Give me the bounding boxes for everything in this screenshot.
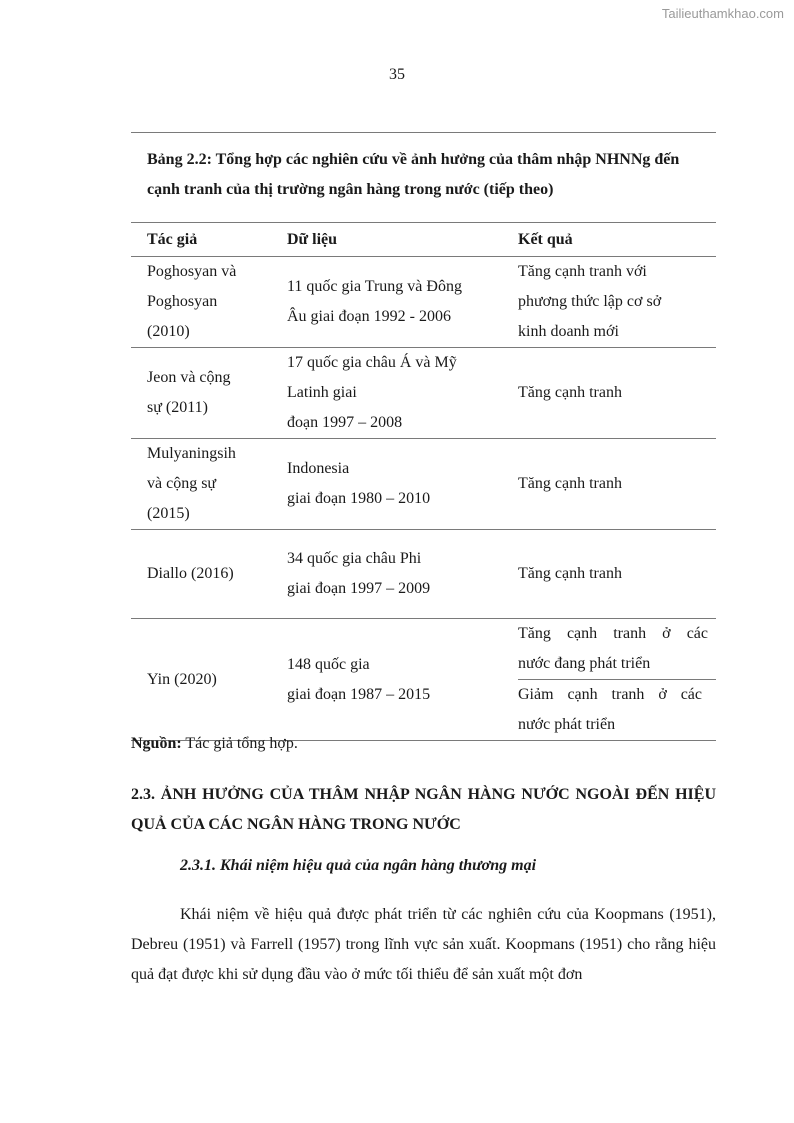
cell-line: phương thức lập cơ sở <box>518 293 662 310</box>
cell-data <box>271 619 502 741</box>
table-source <box>131 735 298 753</box>
cell-line: Poghosyan và <box>147 263 237 280</box>
cell-line: nước phát triển <box>518 716 616 733</box>
cell-line: Jeon và cộng <box>147 369 231 386</box>
result-developing <box>518 619 716 680</box>
cell-line: Giảm cạnh tranh ở các <box>518 686 702 703</box>
cell-author <box>131 439 271 530</box>
table-row <box>131 619 716 741</box>
table-row <box>131 348 716 439</box>
cell-line: Tăng cạnh tranh với <box>518 263 647 280</box>
cell-line: (2010) <box>147 323 190 340</box>
source-label: Nguồn: <box>131 735 182 752</box>
table-header-row <box>131 223 716 257</box>
cell-line: Yin (2020) <box>147 670 217 688</box>
cell-line: sự (2011) <box>147 399 208 416</box>
cell-line: 11 quốc gia Trung và Đông <box>287 278 462 295</box>
cell-author <box>131 530 271 619</box>
cell-data <box>271 530 502 619</box>
table-row <box>131 530 716 619</box>
table-caption <box>131 132 716 205</box>
cell-line: (2015) <box>147 505 190 522</box>
table-caption-label: Bảng 2.2: <box>147 151 212 168</box>
result-developed <box>518 680 702 740</box>
subsection-heading: 2.3.1. Khái niệm hiệu quả của ngân hàng thương mại <box>180 857 537 874</box>
cell-line: Poghosyan <box>147 293 218 310</box>
cell-line: và cộng sự <box>147 475 217 492</box>
cell-line: giai đoạn 1987 – 2015 <box>287 685 431 703</box>
cell-line: giai đoạn 1997 – 2009 <box>287 580 431 597</box>
cell-line: Mulyaningsih <box>147 445 236 462</box>
cell-result <box>502 348 716 439</box>
cell-line: Tăng cạnh tranh ở các <box>518 625 708 642</box>
cell-data <box>271 257 502 348</box>
cell-data <box>271 348 502 439</box>
cell-line: Tăng cạnh tranh <box>518 475 622 492</box>
cell-line: Tăng cạnh tranh <box>518 565 622 582</box>
cell-result <box>502 530 716 619</box>
review-table <box>131 222 716 741</box>
table-row <box>131 257 716 348</box>
cell-line: nước đang phát triển <box>518 655 651 672</box>
cell-line: 17 quốc gia châu Á và Mỹ <box>287 354 457 371</box>
table-caption-text: Tổng hợp các nghiên cứu về ảnh hưởng của thâm nhập NHNNg đến cạnh tranh của thị trường ngân hàng trong nước (tiếp theo) <box>147 151 680 198</box>
table-row <box>131 439 716 530</box>
cell-line: 34 quốc gia châu Phi <box>287 550 422 567</box>
cell-line: Âu giai đoạn 1992 - 2006 <box>287 308 451 325</box>
cell-author <box>131 348 271 439</box>
cell-result <box>502 619 716 741</box>
cell-data <box>271 439 502 530</box>
header-data: Dữ liệu <box>271 223 502 257</box>
cell-line: kinh doanh mới <box>518 323 619 340</box>
header-result: Kết quả <box>502 223 716 257</box>
source-text: Tác giả tổng hợp. <box>181 735 298 752</box>
cell-line: Indonesia <box>287 460 350 477</box>
cell-line: 148 quốc gia <box>287 655 370 673</box>
cell-result <box>502 439 716 530</box>
cell-author <box>131 257 271 348</box>
cell-line: đoạn 1997 – 2008 <box>287 414 403 431</box>
header-author: Tác giả <box>131 223 271 257</box>
page-number: 35 <box>389 66 405 83</box>
cell-author <box>131 619 271 741</box>
cell-line: giai đoạn 1980 – 2010 <box>287 490 431 507</box>
cell-line: Latinh giai <box>287 384 357 401</box>
cell-line: Diallo (2016) <box>147 565 234 582</box>
body-paragraph: Khái niệm về hiệu quả được phát triển từ các nghiên cứu của Koopmans (1951), Debreu (1951) và Farrell (1957) trong lĩnh vực sản xuất. Koopmans (1951) cho rằng hiệu quả đạt được khi sử dụng đầu vào ở mức tối thiểu để sản xuất một đơn <box>131 906 716 983</box>
watermark: Tailieuthamkhao.com <box>661 6 784 21</box>
section-heading: 2.3. ẢNH HƯỞNG CỦA THÂM NHẬP NGÂN HÀNG NƯỚC NGOÀI ĐẾN HIỆU QUẢ CỦA CÁC NGÂN HÀNG TRONG NƯỚC <box>131 786 716 833</box>
cell-result <box>502 257 716 348</box>
cell-line: Tăng cạnh tranh <box>518 384 622 401</box>
